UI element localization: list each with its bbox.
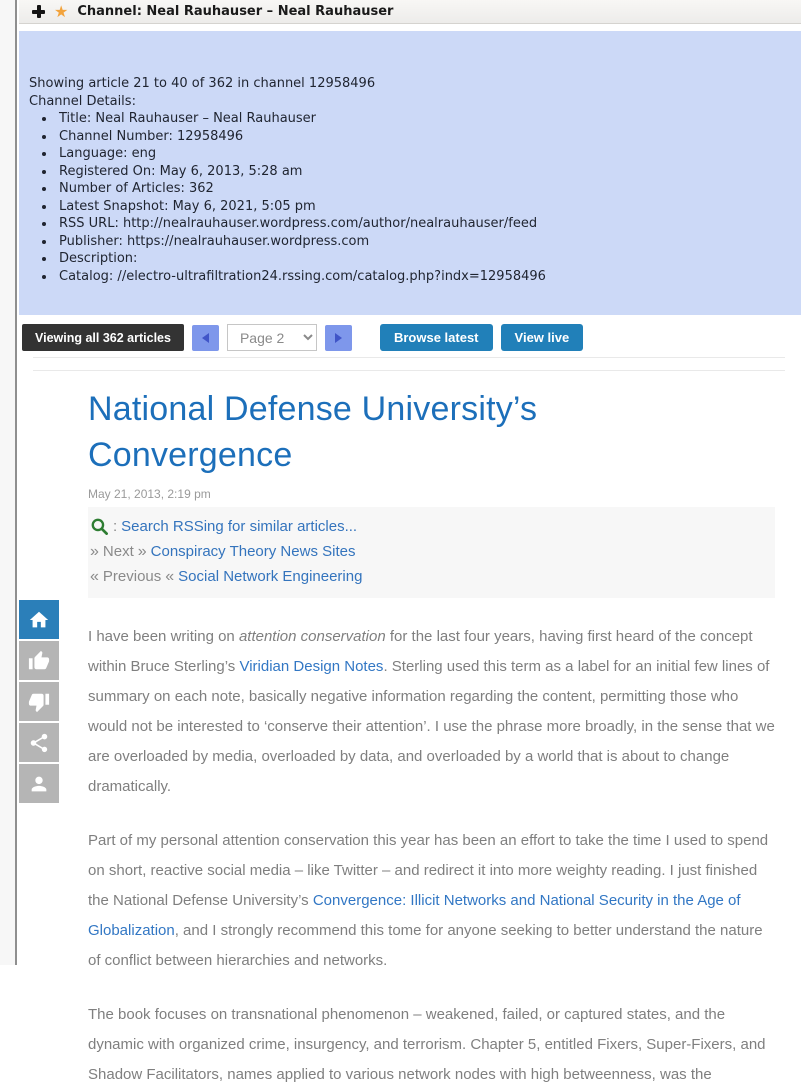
article-meta-box	[88, 507, 775, 598]
article-paragraph	[88, 1000, 778, 1090]
list-item: • Channel Number: 12958496	[56, 128, 789, 146]
thumbs-up-button[interactable]	[19, 641, 59, 680]
article	[88, 386, 778, 1090]
social-rail	[19, 600, 59, 803]
paragraph-text: Part of my personal attention conservation this year has been an effort to take the time I used to spend on short, reactive social media – like Twitter – and redirect it into more weighty reading. I just finished the National Defense University’s	[88, 832, 769, 909]
article-body	[88, 622, 778, 1090]
search-similar-link[interactable]: Search RSSing for similar articles...	[121, 518, 358, 535]
channel-details-list	[56, 110, 789, 285]
double-chevron-right-icon: »	[90, 543, 99, 560]
next-page-button[interactable]	[325, 325, 352, 351]
article-paragraph	[88, 622, 778, 802]
list-item: • Publisher: https://nealrauhauser.wordpress.com	[56, 233, 789, 251]
list-item: • Latest Snapshot: May 6, 2021, 5:05 pm	[56, 198, 789, 216]
article-inline-link[interactable]: Convergence: Illicit Networks and National Security in the Age of Globalization	[88, 892, 741, 939]
list-item: • Number of Articles: 362	[56, 180, 789, 198]
paragraph-text: I have been writing on	[88, 628, 239, 645]
paragraph-text: The book focuses on transnational phenomenon – weakened, failed, or captured states, and the dynamic with organized crime, insurgency, and terrorism. Chapter 5, entitled Fixers, Super-Fixers, and Shadow Facilitators, names applied to various network nodes with high betweenness, was the	[88, 1006, 766, 1083]
viewing-all-articles-button[interactable]: Viewing all 362 articles	[22, 324, 184, 351]
paragraph-text: for the last four years, having first heard of the concept within Bruce Sterling’s	[88, 628, 753, 675]
thumbs-down-icon	[28, 691, 50, 713]
search-similar-row	[90, 514, 765, 539]
previous-page-button[interactable]	[192, 325, 219, 351]
list-item: • Registered On: May 6, 2013, 5:28 am	[56, 163, 789, 181]
article-title: National Defense University’s Convergence	[88, 390, 538, 474]
browse-latest-button[interactable]: Browse latest	[380, 324, 493, 351]
double-chevron-right-icon: »	[137, 543, 147, 560]
favorite-star-icon[interactable]: ★	[54, 1, 69, 21]
showing-line: Showing article 21 to 40 of 362 in channel 12958496	[29, 76, 376, 91]
double-chevron-left-icon: «	[165, 568, 175, 585]
chevron-left-icon	[202, 333, 209, 343]
double-chevron-left-icon: «	[90, 568, 99, 585]
article-inline-link[interactable]: Viridian Design Notes	[239, 658, 384, 675]
expand-plus-icon[interactable]	[32, 5, 45, 18]
chevron-right-icon	[335, 333, 342, 343]
article-toolbar	[22, 324, 801, 351]
search-icon	[90, 517, 109, 536]
search-colon: :	[113, 518, 118, 535]
list-item: • Language: eng	[56, 145, 789, 163]
channel-details-heading: Channel Details:	[29, 93, 136, 109]
list-item: • Description:	[56, 250, 789, 268]
previous-article-link[interactable]: Social Network Engineering	[178, 568, 363, 585]
divider-line	[33, 357, 785, 358]
italic-text: attention conservation	[238, 628, 386, 645]
list-item: • Catalog: //electro-ultrafiltration24.rssing.com/catalog.php?indx=12958496	[56, 268, 789, 286]
person-button[interactable]	[19, 764, 59, 803]
channel-header-bar	[19, 0, 801, 24]
thumbs-up-icon	[28, 650, 50, 672]
paragraph-text: . Sterling used this term as a label for an initial few lines of summary on each note, basically negative information regarding the content, permitting those who would not be interested to ‘conserve their attention’. I use the phrase more broadly, in the sense that we are overloaded by media, overloaded by data, and overloaded by a world that is about to change dramatically.	[88, 658, 775, 795]
share-icon	[28, 732, 50, 754]
list-item: • Title: Neal Rauhauser – Neal Rauhauser	[56, 110, 789, 128]
next-label: Next	[102, 543, 134, 560]
share-button[interactable]	[19, 723, 59, 762]
page-left-border	[0, 0, 17, 965]
paragraph-text: , and I strongly recommend this tome for anyone seeking to better understand the nature of conflict between hierarchies and networks.	[88, 922, 763, 969]
divider-line	[33, 370, 785, 371]
previous-article-row	[90, 564, 765, 589]
home-button[interactable]	[19, 600, 59, 639]
page-select[interactable]	[227, 324, 317, 351]
article-paragraph	[88, 826, 778, 976]
next-article-link[interactable]: Conspiracy Theory News Sites	[150, 543, 356, 560]
view-live-button[interactable]: View live	[501, 324, 584, 351]
home-icon	[28, 609, 50, 631]
channel-info-box	[19, 31, 801, 315]
article-date: May 21, 2013, 2:19 pm	[88, 487, 211, 501]
next-article-row	[90, 539, 765, 564]
channel-bar-title: Channel: Neal Rauhauser – Neal Rauhauser	[77, 4, 394, 19]
person-icon	[28, 773, 50, 795]
list-item: • RSS URL: http://nealrauhauser.wordpress.com/author/nealrauhauser/feed	[56, 215, 789, 233]
thumbs-down-button[interactable]	[19, 682, 59, 721]
previous-label: Previous	[102, 568, 162, 585]
